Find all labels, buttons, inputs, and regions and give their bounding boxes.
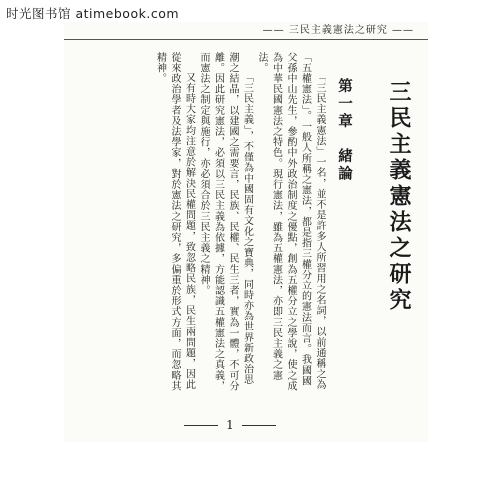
chapter-heading: 第一章 緒論 <box>336 78 353 183</box>
page-number: 1 <box>226 418 234 432</box>
book-page <box>64 22 428 442</box>
running-header: —— 三民主義憲法之研究 —— <box>64 22 428 40</box>
body-paragraph: 又有時大家均注意於解決民權問題，致忽略民族，民生兩問題，因此從來政治學者及法學家，對於憲法之研究，多偏重於形式方面，而忽略其精神。 <box>154 52 195 392</box>
book-title: 三民主義憲法之研究 <box>386 80 412 314</box>
body-paragraph: 「三民主義」，不僅為中國固有文化之寶典，同時亦為世界新政治思潮之結晶，以建國之需要言，民族、民權、民生三者，實為一體，不可分離。因此研究憲法，必須以三民主義為依據，方能認識五權憲法之真義，而憲法之制定與施行，亦必須合於三民主義之精神。 <box>198 52 253 392</box>
body-text <box>76 52 326 392</box>
footer-rule-right <box>242 425 276 426</box>
footer-rule-left <box>184 425 218 426</box>
page-footer <box>130 420 330 430</box>
body-paragraph: 「三民主義憲法」一名，並不是許多人所習用之名詞，以前通稱之為「五權憲法」。一般人所稱之憲法，都是指三權分立的憲法而言。我國國父孫中山先生，參酌中外政治制度之優點，創為五權分立之學說，使之成為中華民國憲法之特色。現行憲法，雖為五權憲法，亦即三民主義之憲法。 <box>256 52 325 392</box>
watermark-text: 时光图书馆 atimebook.com <box>6 6 180 21</box>
